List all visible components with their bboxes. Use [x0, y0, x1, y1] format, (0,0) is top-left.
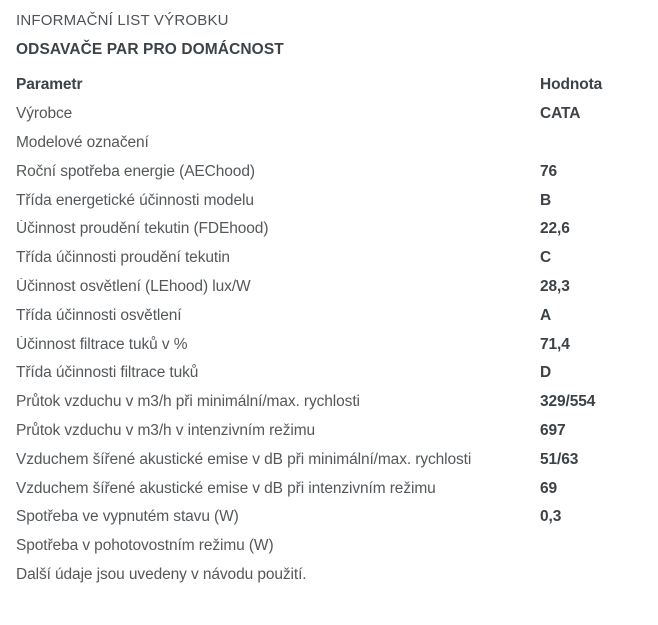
row-value: 69	[540, 479, 558, 497]
row-value: 76	[540, 162, 558, 180]
table-header-row	[16, 71, 642, 100]
row-parameter: Vzduchem šířené akustické emise v dB při minimální/max. rychlosti	[16, 450, 472, 468]
row-value: 28,3	[540, 277, 570, 295]
row-value: B	[540, 191, 552, 209]
section-title: ODSAVAČE PAR PRO DOMÁCNOST	[16, 41, 284, 58]
row-value: D	[540, 364, 552, 382]
table-row	[16, 359, 642, 388]
row-parameter: Průtok vzduchu v m3/h při minimální/max. rychlosti	[16, 393, 360, 411]
row-parameter: Vzduchem šířené akustické emise v dB při intenzivním režimu	[16, 479, 436, 497]
table-row	[16, 330, 642, 359]
row-value: CATA	[540, 105, 581, 123]
row-parameter: Třída účinnosti filtrace tuků	[16, 364, 199, 382]
footer-note: Další údaje jsou uvedeny v návodu použití.	[16, 565, 307, 583]
table-row	[16, 301, 642, 330]
row-parameter: Třída účinnosti osvětlení	[16, 306, 182, 324]
row-value: C	[540, 249, 552, 267]
row-value: A	[540, 306, 552, 324]
table-row	[16, 532, 642, 561]
table-row	[16, 129, 642, 158]
table-row	[16, 417, 642, 446]
table-row	[16, 157, 642, 186]
row-value: 22,6	[540, 220, 570, 238]
table-row	[16, 186, 642, 215]
table-body	[16, 100, 642, 561]
row-parameter: Třída účinnosti proudění tekutin	[16, 249, 230, 267]
column-header-parameter: Parametr	[16, 76, 83, 94]
table-row	[16, 503, 642, 532]
row-parameter: Spotřeba v pohotovostním režimu (W)	[16, 537, 274, 555]
row-parameter: Účinnost filtrace tuků v %	[16, 335, 188, 353]
row-parameter: Roční spotřeba energie (AEChood)	[16, 162, 255, 180]
row-value: 0,3	[540, 508, 562, 526]
row-parameter: Modelové označení	[16, 133, 149, 151]
row-value: 329/554	[540, 393, 596, 411]
row-parameter: Třída energetické účinnosti modelu	[16, 191, 254, 209]
row-value: 697	[540, 421, 566, 439]
row-parameter: Spotřeba ve vypnutém stavu (W)	[16, 508, 239, 526]
row-parameter: Výrobce	[16, 105, 73, 123]
parameters-table	[16, 71, 642, 561]
table-row	[16, 100, 642, 129]
row-parameter: Průtok vzduchu v m3/h v intenzivním režimu	[16, 421, 316, 439]
page-title: INFORMAČNÍ LIST VÝROBKU	[16, 12, 229, 29]
table-row	[16, 273, 642, 302]
table-row	[16, 388, 642, 417]
table-row	[16, 215, 642, 244]
row-parameter: Účinnost proudění tekutin (FDEhood)	[16, 220, 269, 238]
table-row	[16, 445, 642, 474]
table-row	[16, 474, 642, 503]
row-parameter: Účinnost osvětlení (LEhood) lux/W	[16, 277, 251, 295]
row-value: 51/63	[540, 450, 579, 468]
table-row	[16, 244, 642, 273]
row-value: 71,4	[540, 335, 570, 353]
column-header-value: Hodnota	[540, 76, 603, 94]
